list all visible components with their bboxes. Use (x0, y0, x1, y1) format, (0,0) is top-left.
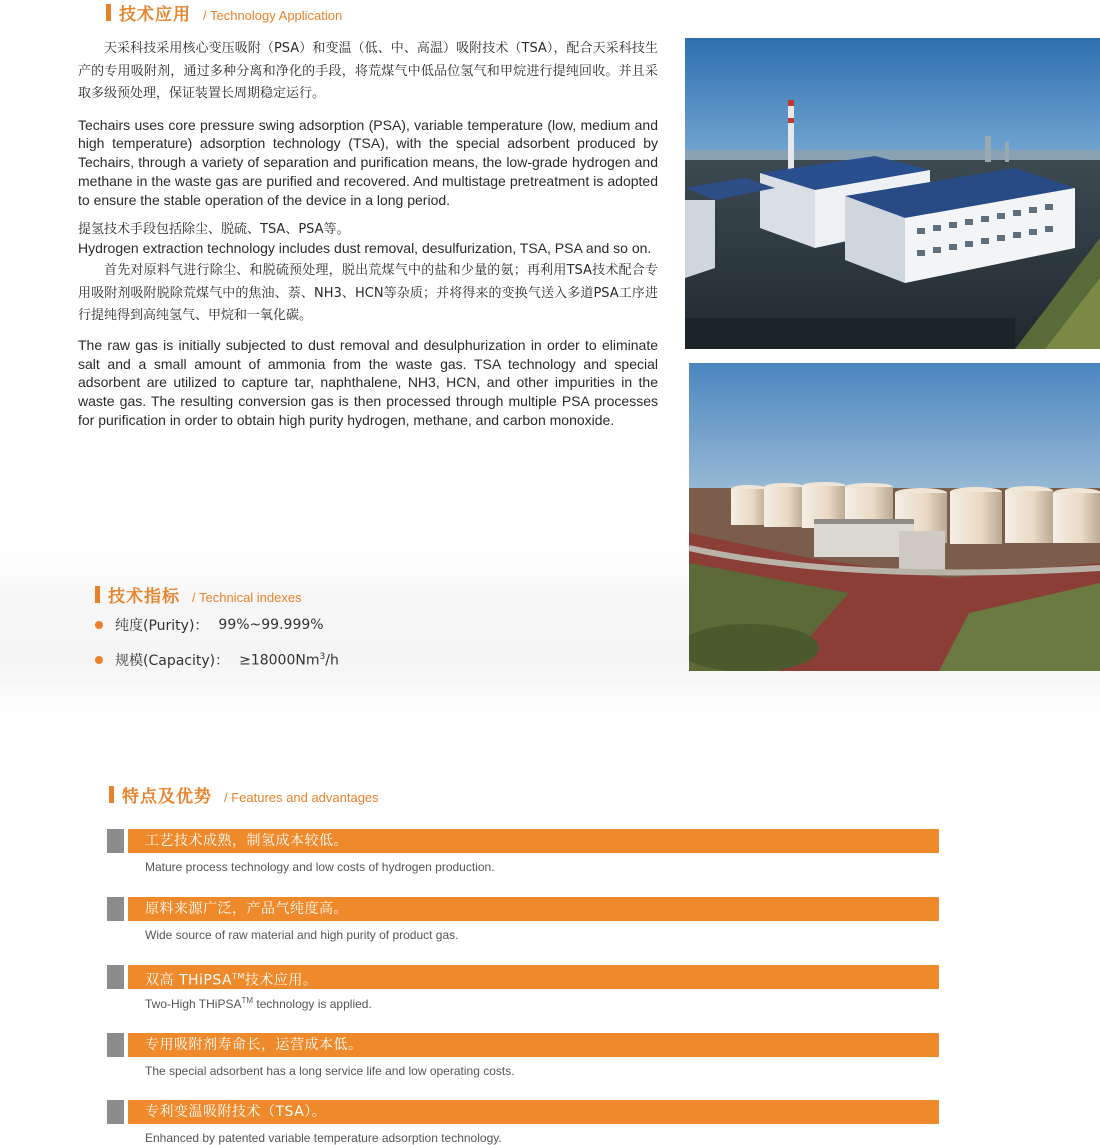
para3-en: The raw gas is initially subjected to dust removal and desulphurization in order to eliminate salt and a small amount of ammonia from the waste gas. TSA technology and special adsorbent are utilized to capture tar, naphthalene, NH3, HCN, and other impurities in the waste gas. The resulting conversion gas is then processed through multiple PSA processes for purification in order to obtain high purity hydrogen, methane, and carbon monoxide. (78, 336, 658, 428)
heading-zh: 特点及优势 (122, 787, 212, 807)
feature-description: Two-High THiPSA™ technology is applied. (145, 996, 372, 1011)
heading-en: / Features and advantages (224, 790, 379, 805)
heading-zh: 技术指标 (108, 587, 180, 607)
storage-tanks-photo (689, 363, 1100, 671)
feature-title: 双高 THiPSA™技术应用。 (128, 965, 939, 989)
heading-en: / Technical indexes (192, 590, 302, 605)
feature-item (107, 1100, 939, 1145)
feature-title: 专利变温吸附技术（TSA）。 (128, 1100, 939, 1124)
section-heading-tech-indexes (95, 582, 302, 607)
feature-title: 工艺技术成熟，制氢成本较低。 (128, 829, 939, 853)
feature-description: The special adsorbent has a long service life and low operating costs. (145, 1064, 515, 1078)
feature-title: 专用吸附剂寿命长，运营成本低。 (128, 1033, 939, 1057)
feature-item (107, 829, 939, 874)
para2-zh: 提氢技术手段包括除尘、脱硫、TSA、PSA等。 (78, 222, 350, 238)
heading-marker (106, 4, 111, 21)
feature-title: 原料来源广泛，产品气纯度高。 (128, 897, 939, 921)
section-heading-tech-application (106, 0, 342, 25)
industrial-plant-illustration (685, 38, 1100, 349)
storage-tanks-illustration (689, 363, 1100, 671)
feature-description: Mature process technology and low costs of hydrogen production. (145, 860, 495, 874)
capacity-row (95, 650, 339, 670)
section-heading-features (109, 782, 379, 807)
feature-description: Wide source of raw material and high purity of product gas. (145, 928, 459, 942)
purity-label: 纯度(Purity)： (115, 618, 209, 634)
purity-row (95, 615, 324, 635)
industrial-plant-photo (685, 38, 1100, 349)
para2-en: Hydrogen extraction technology includes dust removal, desulfurization, TSA, PSA and so on. (78, 240, 652, 257)
heading-marker (109, 786, 114, 803)
para1-en: Techairs uses core pressure swing adsorption (PSA), variable temperature (low, medium and high temperature) adsorption technology (TSA), with the special adsorbent produced by Techairs, through a variety of separation and purification means, the low-grade hydrogen and methane in the waste gas are purified and recovered. And multistage pretreatment is adopted to ensure the stable operation of the device in a long period. (78, 116, 658, 208)
heading-marker (95, 586, 100, 603)
feature-item (107, 897, 939, 942)
heading-en: / Technology Application (203, 8, 343, 23)
para3-zh: 首先对原料气进行除尘、和脱硫预处理，脱出荒煤气中的盐和少量的氨；再利用TSA技术配合专用吸附剂吸附脱除荒煤气中的焦油、萘、NH3、HCN等杂质；并将得来的变换气送入多道PSA工序进行提纯得到高纯氢气、甲烷和一氧化碳。 (78, 263, 658, 324)
heading-zh: 技术应用 (119, 5, 191, 25)
feature-description: Enhanced by patented variable temperature adsorption technology. (145, 1131, 502, 1145)
feature-item (107, 1033, 939, 1078)
bullet-dot (95, 621, 103, 629)
feature-item (107, 965, 939, 1011)
tech-application-text (78, 38, 658, 430)
para1-zh: 天采科技采用核心变压吸附（PSA）和变温（低、中、高温）吸附技术（TSA），配合天采科技生产的专用吸附剂，通过多种分离和净化的手段，将荒煤气中低品位氢气和甲烷进行提纯回收。并且采取多级预处理，保证装置长周期稳定运行。 (78, 41, 658, 101)
capacity-value: $\ge 18000Nm^3/h$ (239, 651, 339, 669)
purity-value: 99%~99.999% (218, 617, 324, 633)
bullet-dot (95, 656, 103, 664)
capacity-label: 规模(Capacity)： (115, 653, 230, 669)
